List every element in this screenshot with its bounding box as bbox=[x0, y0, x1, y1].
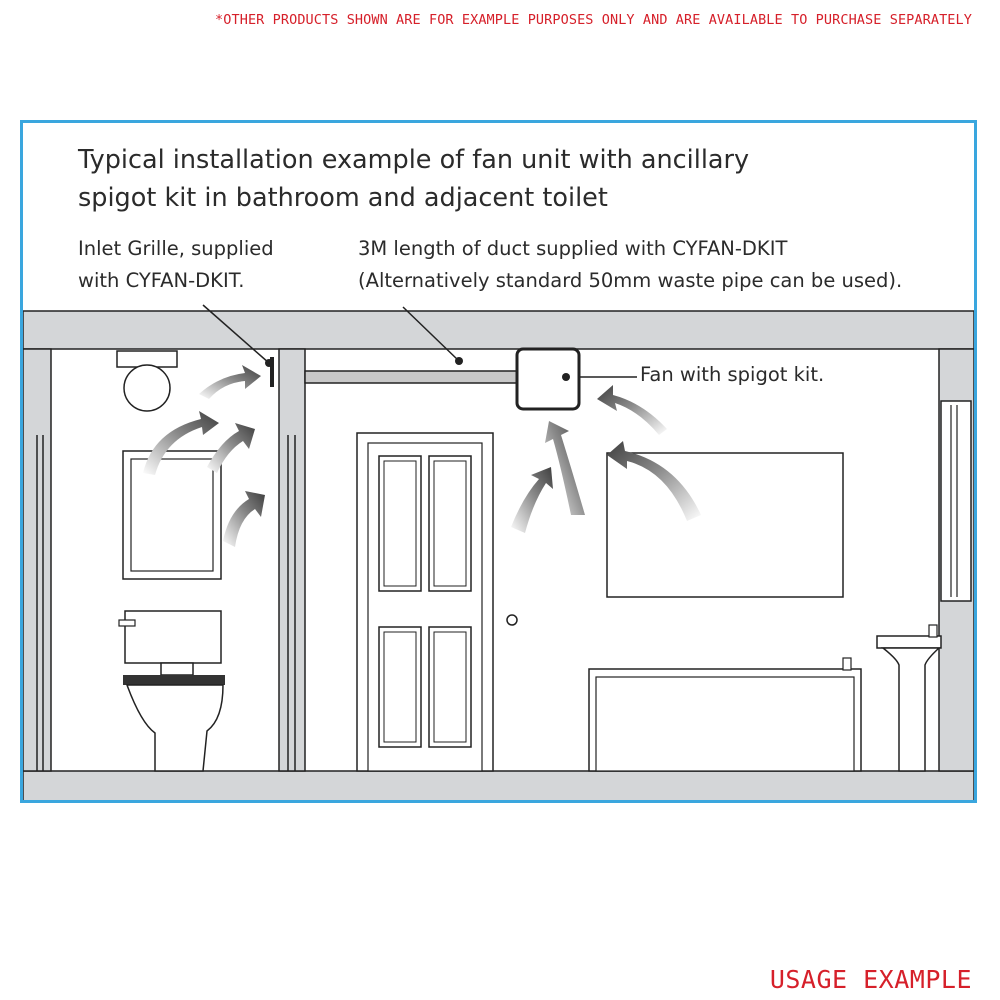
duct-callout bbox=[358, 233, 902, 297]
bath bbox=[589, 658, 861, 771]
partition-wall bbox=[279, 349, 305, 771]
ceiling bbox=[23, 311, 974, 349]
inlet-grille-callout bbox=[78, 233, 274, 297]
duct bbox=[305, 371, 517, 383]
toilet bbox=[119, 611, 225, 771]
usage-example-label: USAGE EXAMPLE bbox=[769, 965, 972, 994]
title-line-1: Typical installation example of fan unit with ancillary bbox=[78, 145, 750, 175]
sink bbox=[877, 625, 941, 771]
title-line-2: spigot kit in bathroom and adjacent toilet bbox=[78, 183, 608, 213]
installation-scene bbox=[23, 123, 974, 800]
installation-diagram-frame bbox=[20, 120, 977, 803]
inlet-callout-line-1: Inlet Grille, supplied bbox=[78, 237, 274, 260]
fan-callout: Fan with spigot kit. bbox=[640, 363, 825, 386]
duct-callout-line-1: 3M length of duct supplied with CYFAN-DKIT bbox=[358, 237, 788, 260]
inlet-callout-line-2: with CYFAN-DKIT. bbox=[78, 269, 245, 292]
bathroom-mirror bbox=[607, 453, 843, 597]
fan-unit bbox=[517, 349, 579, 409]
disclaimer-text: *OTHER PRODUCTS SHOWN ARE FOR EXAMPLE PURPOSES ONLY AND ARE AVAILABLE TO PURCHASE SEPARATELY bbox=[215, 12, 972, 28]
floor bbox=[23, 771, 974, 800]
duct-callout-line-2: (Alternatively standard 50mm waste pipe can be used). bbox=[358, 269, 903, 292]
door bbox=[357, 433, 517, 771]
diagram-title bbox=[78, 141, 749, 217]
